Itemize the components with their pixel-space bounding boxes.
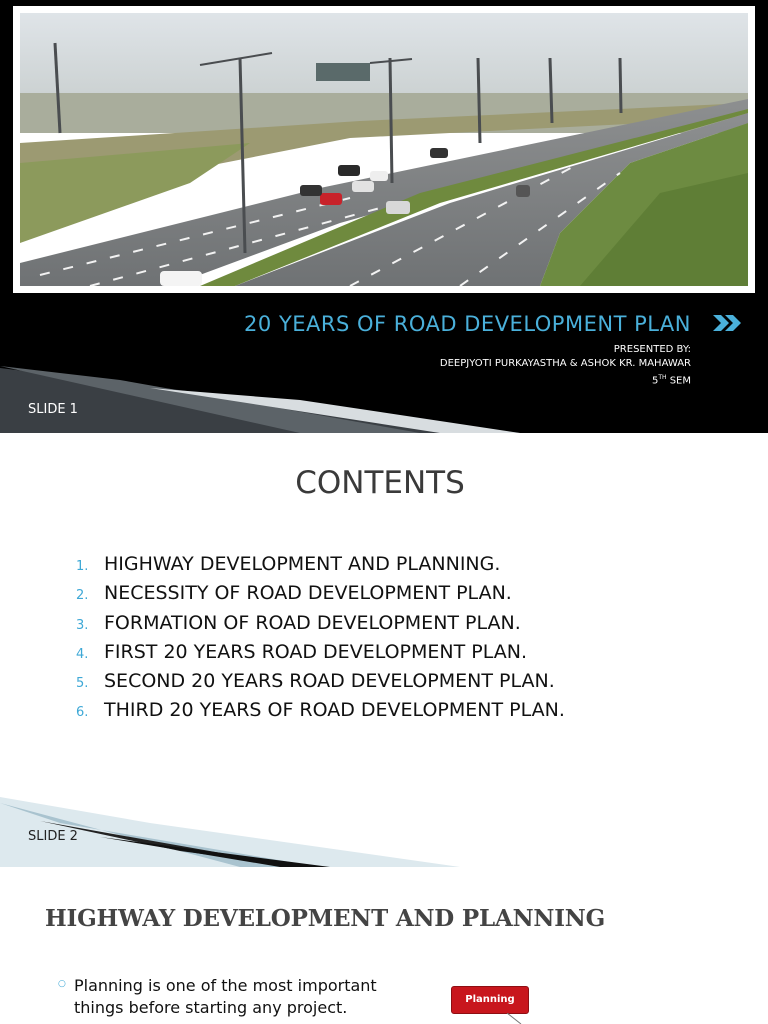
presentation-title: 20 YEARS OF ROAD DEVELOPMENT PLAN [244, 312, 691, 336]
diagram-connector [505, 1013, 525, 1024]
planning-diagram-box: Planning [451, 986, 529, 1014]
presented-by-label: PRESENTED BY: [613, 344, 691, 355]
item-text: THIRD 20 YEARS OF ROAD DEVELOPMENT PLAN. [104, 699, 565, 722]
item-text: HIGHWAY DEVELOPMENT AND PLANNING. [104, 553, 501, 575]
double-chevron-right-icon [711, 312, 745, 334]
semester-number: 5 [651, 375, 659, 387]
slide1-swoosh-decoration [0, 360, 768, 433]
authors: DEEPJYOTI PURKAYASTHA & ASHOK KR. MAHAWAR [439, 358, 691, 369]
item-number: 6. [76, 705, 89, 721]
item-text: FORMATION OF ROAD DEVELOPMENT PLAN. [104, 611, 521, 634]
slide-2-number: SLIDE 2 [28, 829, 78, 844]
bullet-text: Planning is one of the most important things before starting any project. [74, 976, 377, 1017]
item-text: SECOND 20 YEARS ROAD DEVELOPMENT PLAN. [104, 670, 555, 693]
slide2-swoosh-decoration [0, 793, 768, 867]
item-number: 5. [76, 676, 89, 692]
contents-title: CONTENTS [295, 465, 465, 501]
semester-suffix: TH [658, 374, 667, 381]
contents-list [76, 553, 565, 729]
item-text: NECESSITY OF ROAD DEVELOPMENT PLAN. [104, 582, 512, 605]
semester-label: SEM [669, 375, 691, 387]
slide-3 [0, 867, 768, 1024]
slide-1 [0, 0, 768, 433]
item-number: 1. [76, 559, 89, 574]
list-item [76, 641, 565, 670]
list-item [76, 553, 565, 582]
slide-3-title: HIGHWAY DEVELOPMENT AND PLANNING [45, 905, 606, 932]
item-number: 3. [76, 617, 89, 633]
highway-photo [20, 13, 748, 286]
slide-1-number: SLIDE 1 [28, 402, 78, 417]
list-item [76, 699, 565, 728]
highway-photo-frame [13, 6, 755, 293]
list-item [76, 612, 565, 641]
item-number: 2. [76, 588, 89, 604]
list-item [76, 670, 565, 699]
bullet-circle-icon: ○ [58, 979, 66, 989]
item-number: 4. [76, 646, 89, 662]
list-item [76, 582, 565, 611]
slide-2 [0, 433, 768, 867]
item-text: FIRST 20 YEARS ROAD DEVELOPMENT PLAN. [104, 640, 528, 663]
